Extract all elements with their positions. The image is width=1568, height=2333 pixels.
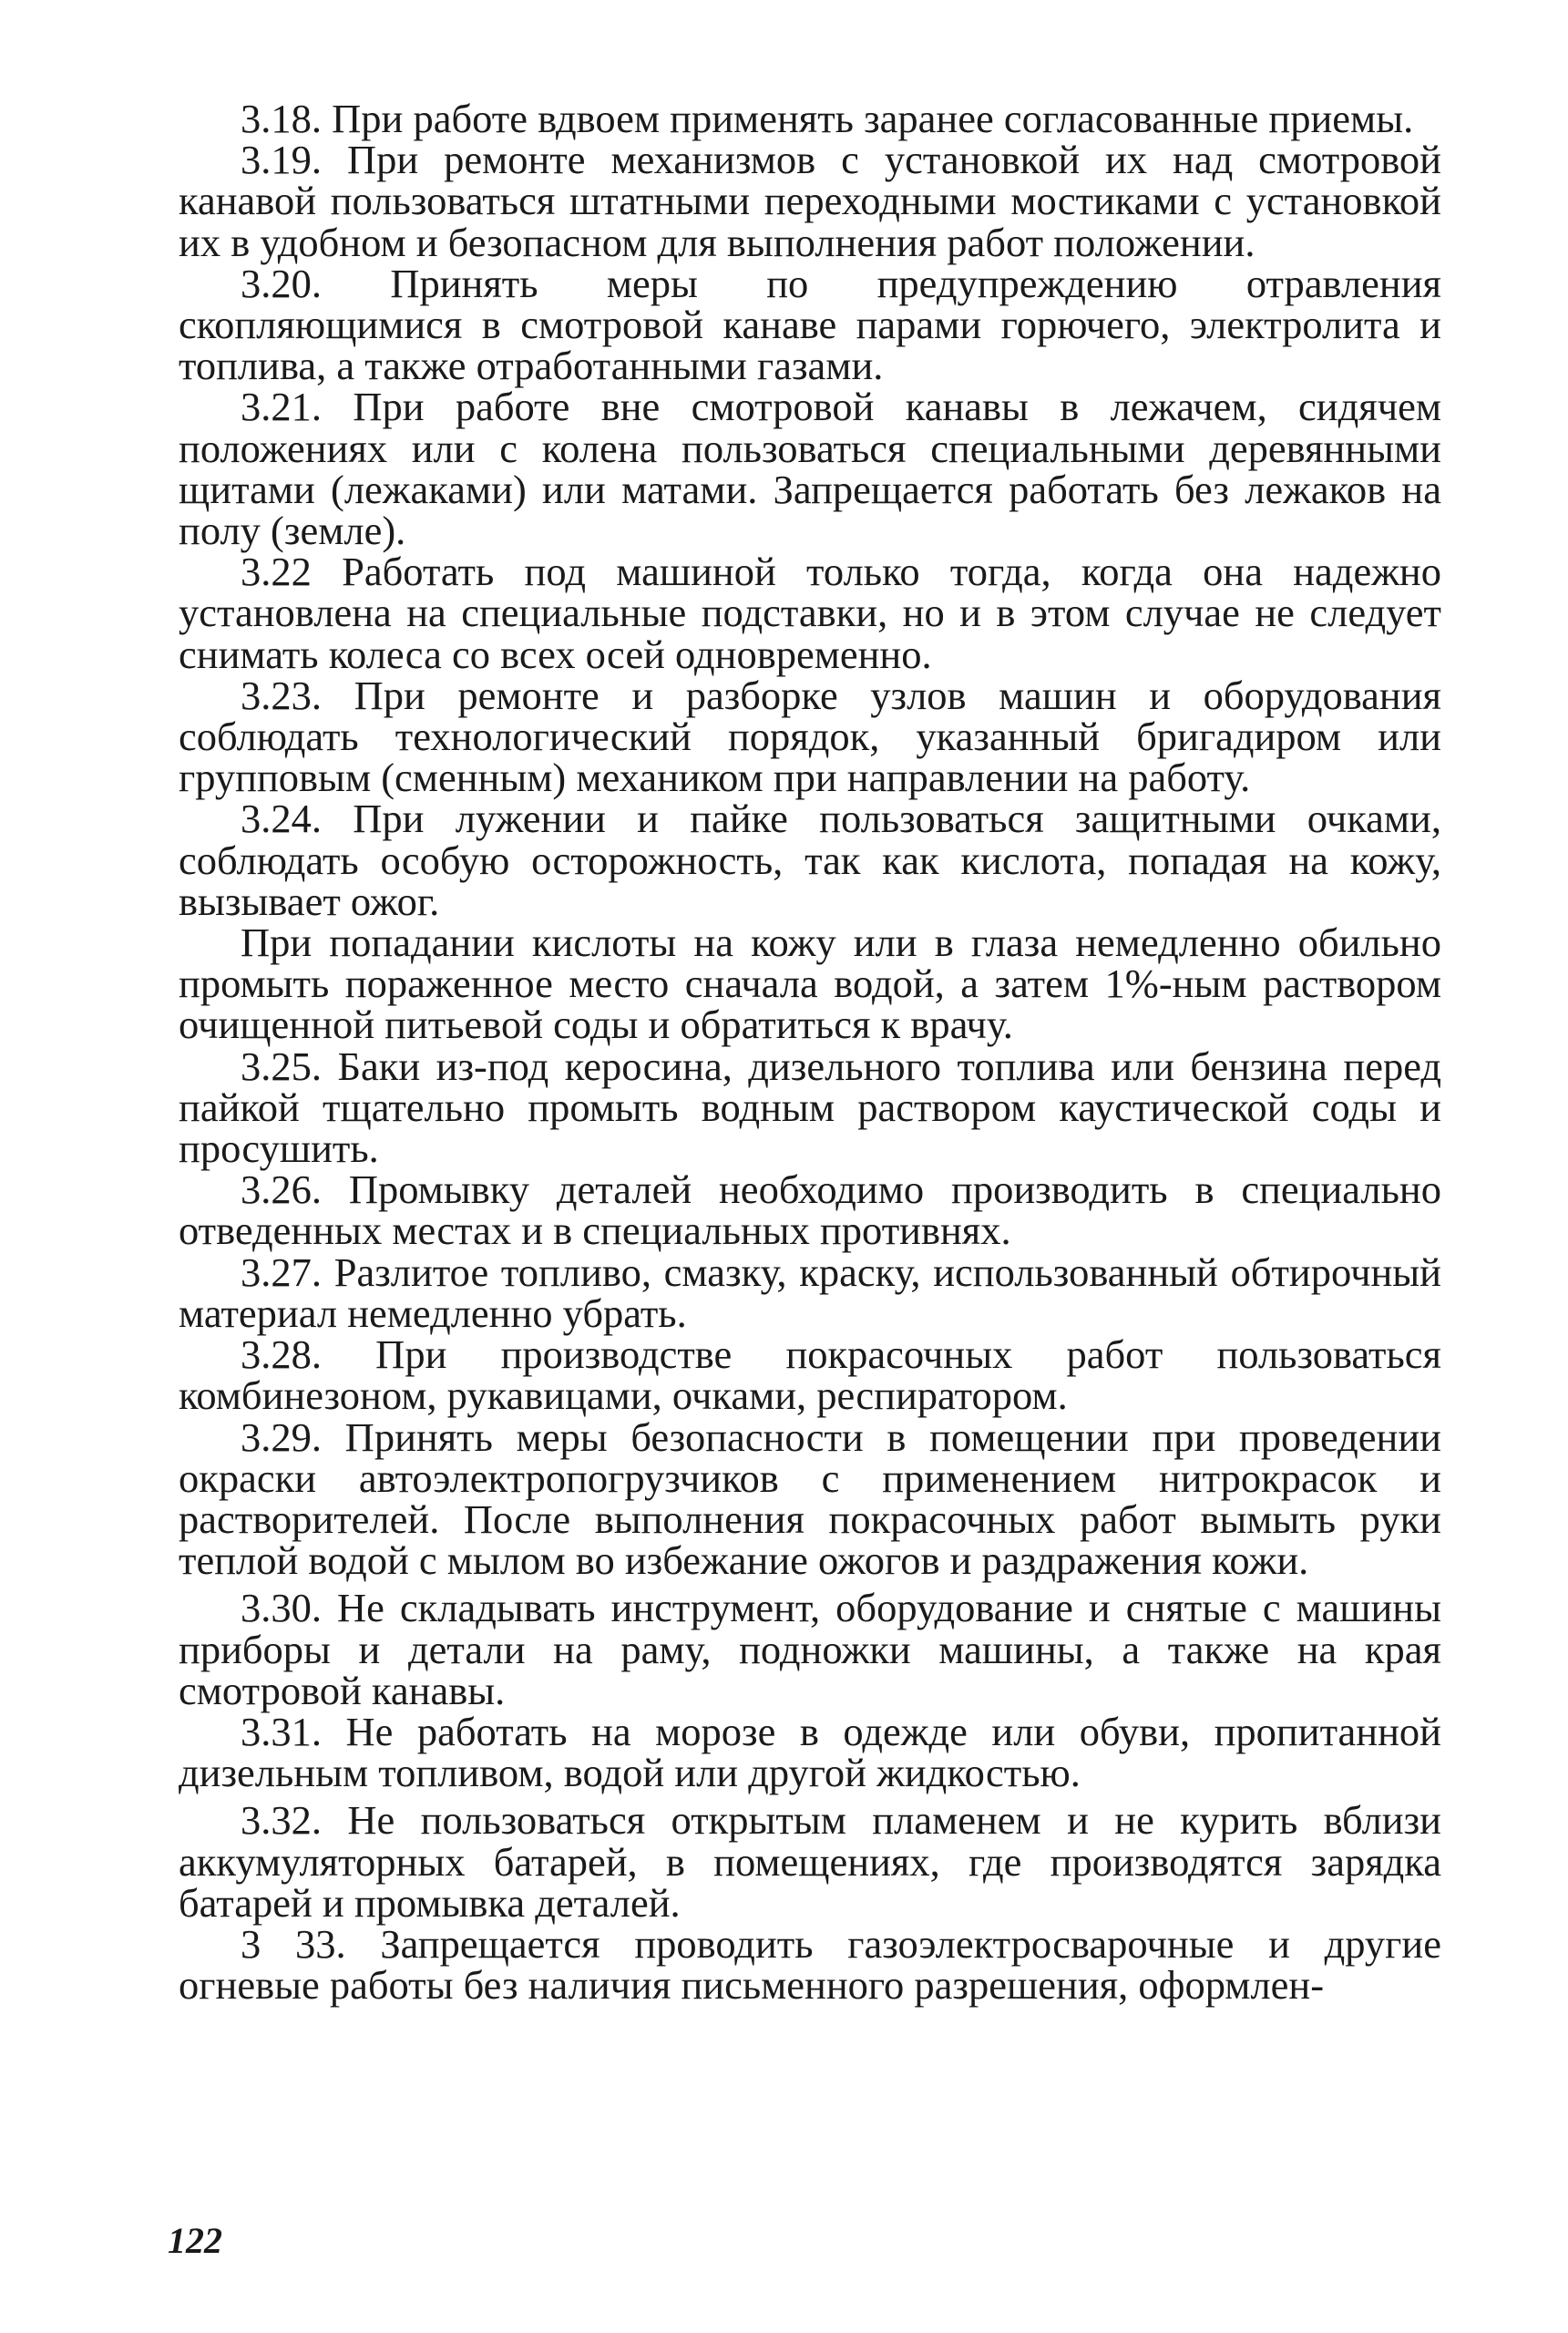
paragraph-3-26: 3.26. Промывку деталей необходимо производить в специально отведенных местах и в специальных противнях. [179,1166,1441,1254]
paragraph-3-33: 3 33. Запрещается проводить газоэлектросварочные и другие огневые работы без наличия письменного разрешения, оформлен- [179,1920,1441,2009]
paragraph-3-23: 3.23. При ремонте и разборке узлов машин и оборудования соблюдать технологический порядок, указанный бригадиром или групповым (сменным) механиком при направлении на работу. [179,672,1441,801]
page-number: 122 [168,2220,222,2261]
paragraph-3-30: 3.30. Не складывать инструмент, оборудование и снятые с машины приборы и детали на раму, подножки машины, а также на края смотровой канавы. [179,1585,1441,1713]
paragraph-3-25: 3.25. Баки из-под керосина, дизельного топлива или бензина перед пайкой тщательно промыть водным раствором каустической соды и просушить. [179,1043,1441,1172]
document-body [179,96,1441,2009]
paragraph-3-18: 3.18. При работе вдвоем применять заранее согласованные приемы. [241,96,1414,141]
paragraph-3-20: 3.20. Принять меры по предупреждению отравления скопляющимися в смотровой канаве парами горючего, электролита и топлива, а также отработанными газами. [179,260,1441,389]
paragraph-3-21: 3.21. При работе вне смотровой канавы в лежачем, сидячем положениях или с колена пользоваться специальными деревянными щитами (лежаками) или матами. Запрещается работать без лежаков на полу (земле). [179,384,1441,554]
paragraph-3-22: 3.22 Работать под машиной только тогда, когда она надежно установлена на специальные подставки, но и в этом случае не следует снимать колеса со всех осей одновременно. [179,549,1441,677]
paragraph-3-32: 3.32. Не пользоваться открытым пламенем и не курить вблизи аккумуляторных батарей, в помещениях, где производятся зарядка батарей и промывка деталей. [179,1797,1441,1926]
paragraph-3-31: 3.31. Не работать на морозе в одежде или обуви, пропитанной дизельным топливом, водой или другой жидкостью. [179,1708,1441,1796]
paragraph-3-28: 3.28. При производстве покрасочных работ пользоваться комбинезоном, рукавицами, очками, респиратором. [179,1331,1441,1419]
paragraph-acid-contact: При попадании кислоты на кожу или в глаза немедленно обильно промыть пораженное место сначала водой, а затем 1%-ным раствором очищенной питьевой соды и обратиться к врачу. [179,920,1441,1048]
paragraph-3-29: 3.29. Принять меры безопасности в помещении при проведении окраски автоэлектропогрузчиков с применением нитрокрасок и растворителей. После выполнения покрасочных работ вымыть руки теплой водой с мылом во избежание ожогов и раздражения кожи. [179,1413,1441,1584]
paragraph-3-24: 3.24. При лужении и пайке пользоваться защитными очками, соблюдать особую осторожность, так как кислота, попадая на кожу, вызывает ожог. [179,796,1441,924]
paragraph-3-19: 3.19. При ремонте механизмов с установкой их над смотровой канавой пользоваться штатными переходными мостиками с установкой их в удобном и безопасном для выполнения работ положении. [179,137,1441,265]
paragraph-3-27: 3.27. Разлитое топливо, смазку, краску, использованный обтирочный материал немедленно убрать. [179,1249,1441,1336]
